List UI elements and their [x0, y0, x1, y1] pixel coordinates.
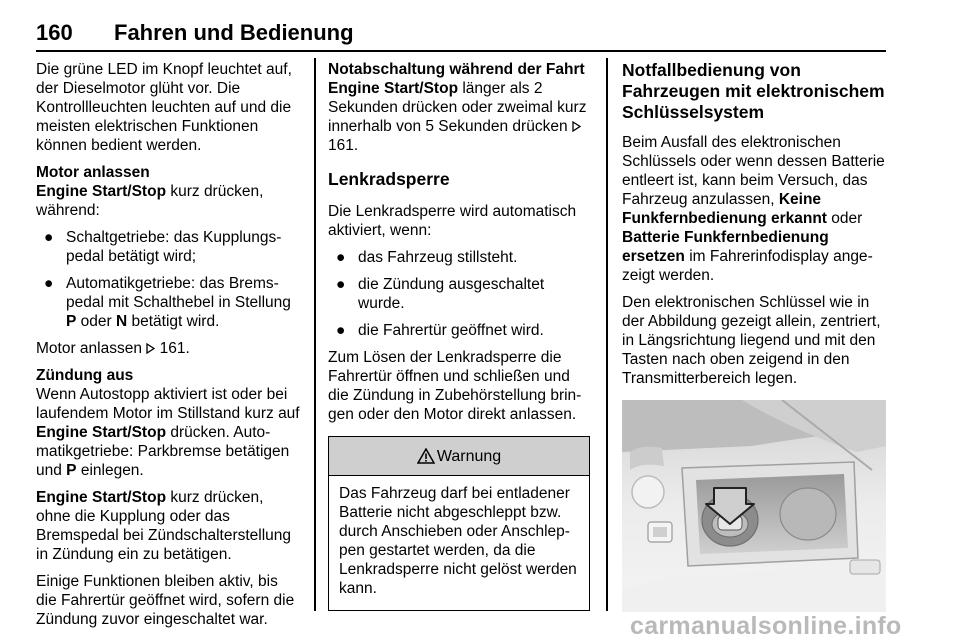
warning-header [329, 437, 589, 476]
schluessel-paragraph: Den elektronischen Schlüssel wie in der Abbildung gezeigt allein, zentriert, in Längsrichtung liegend und mit den Tasten nach oben zeigend in den Transmitterbereich legen. [622, 294, 881, 387]
column-divider [314, 58, 316, 611]
list-item-text: Schaltgetriebe: das Kupplungspedal betätigt wird; [66, 229, 282, 265]
display-message-2: Batterie Funkfernbedienung ersetzen [622, 229, 829, 265]
bullet-icon: ● [44, 275, 54, 292]
notfall-text: oder [826, 210, 863, 227]
key-placement-illustration [622, 400, 886, 612]
zuendung-aus-heading: Zündung aus [36, 367, 134, 384]
zuendung-text: einlegen. [76, 462, 144, 479]
warning-title: Warnung [436, 447, 502, 465]
notfallbedienung-heading: Notfallbedienung von Fahrzeugen mit elektronischem Schlüsselsystem [622, 60, 885, 122]
list-item-text: betätigt wird. [127, 313, 220, 330]
motor-text: kurz drücken, während: [36, 183, 264, 219]
header-rule [36, 50, 886, 52]
notfall-text: Beim Ausfall des elektronischen Schlüssels oder wenn dessen Batterie entleert ist, kann beim Versuch, das Fahrzeug anzulassen, [622, 134, 885, 208]
engine-start-stop-label: Engine Start/Stop [328, 80, 459, 97]
display-message-1: Keine Funkfernbedienung erkannt [622, 191, 827, 227]
page-number: 160 [36, 20, 73, 45]
bullet-icon: ● [44, 229, 54, 246]
bullet-icon: ● [336, 322, 346, 339]
cross-ref-page[interactable]: 161. [328, 137, 359, 154]
list-item [328, 248, 590, 267]
chapter-title: Fahren und Bedienung [114, 20, 354, 45]
ref-arrow-icon[interactable] [572, 121, 581, 132]
lenkradsperre-heading: Lenkradsperre [328, 169, 450, 189]
watermark: carmanualsonline.info [630, 612, 902, 640]
motor-conditions-list [36, 228, 302, 331]
zuendung-text: Wenn Autostopp aktiviert ist oder bei laufendem Motor im Stillstand kurz auf [36, 386, 300, 422]
list-item [36, 228, 302, 266]
cross-ref-text: Motor anlassen [36, 340, 147, 357]
list-item-text: Automatikgetriebe: das Bremspedal mit Schalthebel in Stellung [66, 275, 291, 311]
console-illustration [622, 400, 886, 612]
column-left [36, 60, 302, 637]
list-item [328, 321, 590, 340]
bullet-icon: ● [336, 249, 346, 266]
list-item-text: die Fahrertür geöffnet wird. [358, 322, 544, 339]
einige-paragraph: Einige Funktionen bleiben aktiv, bis die Fahrertür geöffnet wird, sofern die Zündung zuvor eingeschaltet war. [36, 573, 295, 628]
intro-paragraph: Die grüne LED im Knopf leuchtet auf, der Dieselmotor glüht vor. Die Kontrollleuchten leuchten auf und die meisten elektrischen Funktionen können bedient werden. [36, 61, 292, 154]
engine-start-stop-label: Engine Start/Stop [36, 424, 167, 441]
gear-p-label: P [66, 313, 77, 330]
ref-arrow-icon[interactable] [146, 343, 155, 354]
warning-icon [417, 448, 435, 464]
cross-ref-page[interactable]: 161. [155, 340, 190, 357]
column-divider [606, 58, 608, 611]
page-header [36, 20, 886, 52]
motor-anlassen-heading: Motor anlassen [36, 164, 150, 181]
engine-text: kurz drücken, ohne die Kupplung oder das Bremspedal bei Zündschalterstellung in Zündung ein zu betätigen. [36, 489, 292, 563]
lenkradsperre-list [328, 248, 590, 340]
zuendung-text: drücken. Automatikgetriebe: Parkbremse betätigen und [36, 424, 290, 479]
list-item-text: die Zündung ausgeschaltet wurde. [358, 276, 545, 312]
list-item-text: das Fahrzeug stillsteht. [358, 249, 518, 266]
list-item [328, 275, 590, 313]
loesen-paragraph: Zum Lösen der Lenkradsperre die Fahrertür öffnen und schließen und die Zündung in Zubehörstellung bringen oder den Motor direkt anlassen. [328, 349, 582, 423]
gear-p-label: P [66, 462, 77, 479]
bullet-icon: ● [336, 276, 346, 293]
warning-box [328, 436, 590, 611]
engine-start-stop-label: Engine Start/Stop [36, 183, 167, 200]
list-item-text: oder [76, 313, 116, 330]
list-item [36, 274, 302, 331]
engine-start-stop-label: Engine Start/Stop [36, 489, 167, 506]
notabschaltung-heading: Notabschaltung während der Fahrt [328, 61, 585, 78]
column-right [622, 60, 886, 612]
gear-n-label: N [115, 313, 128, 330]
lenkradsperre-intro: Die Lenkradsperre wird automatisch aktiviert, wenn: [328, 203, 577, 239]
notfall-text: im Fahrerinfodisplay angezeigt werden. [622, 248, 873, 284]
notab-text: länger als 2 Sekunden drücken oder zweimal kurz innerhalb von 5 Sekunden drücken [328, 80, 587, 135]
warning-text: Das Fahrzeug darf bei entladener Batterie nicht abgeschleppt bzw. durch Anschieben oder Anschleppen gestartet werden, da die Lenkradsperre nicht gelöst werden kann. [339, 485, 577, 597]
column-middle [328, 60, 590, 611]
